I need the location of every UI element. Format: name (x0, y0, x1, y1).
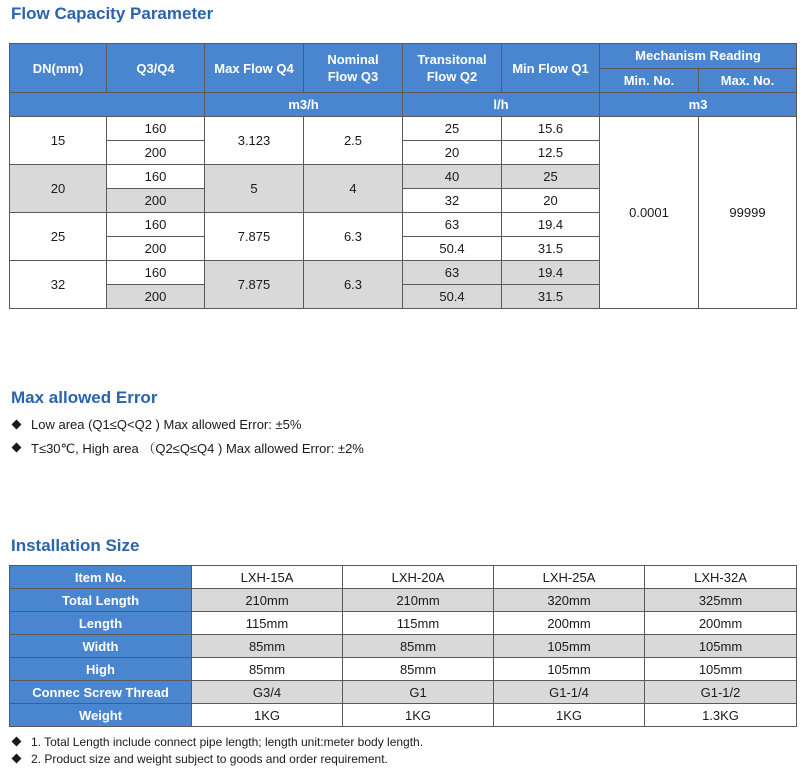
cell-q2: 63 (403, 213, 502, 237)
cell-q4: 7.875 (205, 213, 304, 261)
error-item-text: Low area (Q1≤Q<Q2 ) Max allowed Error: ±5% (31, 417, 302, 432)
cell-q1: 15.6 (502, 117, 600, 141)
table-row (10, 658, 797, 681)
cell-high: 105mm (494, 658, 645, 681)
header-nominal-line1: Nominal (327, 52, 379, 67)
header-max-flow: Max Flow Q4 (205, 44, 304, 93)
cell-item-no: LXH-25A (494, 566, 645, 589)
cell-high: 105mm (645, 658, 797, 681)
cell-width: 105mm (494, 635, 645, 658)
cell-screw-thread: G1-1/2 (645, 681, 797, 704)
cell-q2: 40 (403, 165, 502, 189)
installation-size-table (9, 565, 797, 727)
cell-ratio: 200 (107, 237, 205, 261)
header-min-no: Min. No. (600, 68, 699, 93)
cell-width: 85mm (192, 635, 343, 658)
cell-q1: 19.4 (502, 261, 600, 285)
cell-item-no: LXH-20A (343, 566, 494, 589)
cell-ratio: 200 (107, 189, 205, 213)
list-item (11, 750, 423, 767)
cell-weight: 1KG (494, 704, 645, 727)
cell-q1: 25 (502, 165, 600, 189)
cell-q1: 31.5 (502, 285, 600, 309)
cell-q3: 6.3 (304, 261, 403, 309)
cell-max-no: 99999 (699, 117, 797, 309)
cell-ratio: 160 (107, 117, 205, 141)
diamond-bullet-icon (12, 443, 22, 453)
row-label-screw-thread: Connec Screw Thread (10, 681, 192, 704)
row-label-weight: Weight (10, 704, 192, 727)
row-label-item-no: Item No. (10, 566, 192, 589)
header-q3q4: Q3/Q4 (107, 44, 205, 93)
cell-weight: 1KG (343, 704, 494, 727)
cell-screw-thread: G1 (343, 681, 494, 704)
max-error-list (11, 413, 364, 459)
row-label-high: High (10, 658, 192, 681)
cell-item-no: LXH-15A (192, 566, 343, 589)
table-row (10, 704, 797, 727)
unit-m3: m3 (600, 93, 797, 117)
cell-width: 105mm (645, 635, 797, 658)
cell-item-no: LXH-32A (645, 566, 797, 589)
flow-capacity-title: Flow Capacity Parameter (11, 4, 214, 23)
cell-dn: 32 (10, 261, 107, 309)
cell-total-length: 210mm (192, 589, 343, 612)
cell-q3: 6.3 (304, 213, 403, 261)
header-nominal-line2: Flow Q3 (327, 69, 379, 84)
row-label-width: Width (10, 635, 192, 658)
error-item-text: T≤30℃, High area （Q2≤Q≤Q4 ) Max allowed Error: ±2% (31, 441, 364, 456)
installation-notes (11, 733, 423, 767)
list-item (11, 413, 364, 436)
cell-q1: 12.5 (502, 141, 600, 165)
note-text: 2. Product size and weight subject to goods and order requirement. (31, 751, 388, 766)
cell-length: 115mm (343, 612, 494, 635)
cell-q1: 19.4 (502, 213, 600, 237)
cell-q4: 3.123 (205, 117, 304, 165)
cell-ratio: 160 (107, 165, 205, 189)
diamond-bullet-icon (12, 737, 22, 747)
table-row (10, 117, 797, 141)
cell-q3: 4 (304, 165, 403, 213)
cell-length: 115mm (192, 612, 343, 635)
row-label-length: Length (10, 612, 192, 635)
cell-dn: 25 (10, 213, 107, 261)
cell-ratio: 200 (107, 285, 205, 309)
header-transitional-line1: Transitonal (417, 52, 487, 67)
unit-lh: l/h (403, 93, 600, 117)
unit-m3h: m3/h (205, 93, 403, 117)
table-row (10, 681, 797, 704)
list-item (11, 436, 364, 459)
cell-q2: 25 (403, 117, 502, 141)
cell-q2: 20 (403, 141, 502, 165)
cell-q3: 2.5 (304, 117, 403, 165)
cell-length: 200mm (645, 612, 797, 635)
cell-total-length: 320mm (494, 589, 645, 612)
max-error-title: Max allowed Error (11, 388, 158, 407)
cell-length: 200mm (494, 612, 645, 635)
row-label-total-length: Total Length (10, 589, 192, 612)
header-max-no: Max. No. (699, 68, 797, 93)
cell-q4: 7.875 (205, 261, 304, 309)
list-item (11, 733, 423, 750)
cell-weight: 1KG (192, 704, 343, 727)
cell-high: 85mm (343, 658, 494, 681)
cell-ratio: 200 (107, 141, 205, 165)
cell-total-length: 325mm (645, 589, 797, 612)
cell-screw-thread: G3/4 (192, 681, 343, 704)
cell-width: 85mm (343, 635, 494, 658)
cell-q2: 32 (403, 189, 502, 213)
cell-screw-thread: G1-1/4 (494, 681, 645, 704)
diamond-bullet-icon (12, 754, 22, 764)
cell-q2: 63 (403, 261, 502, 285)
note-text: 1. Total Length include connect pipe length; length unit:meter body length. (31, 734, 424, 749)
cell-total-length: 210mm (343, 589, 494, 612)
flow-capacity-table (9, 43, 797, 309)
cell-ratio: 160 (107, 213, 205, 237)
cell-q1: 31.5 (502, 237, 600, 261)
table-row (10, 635, 797, 658)
header-mechanism-reading: Mechanism Reading (600, 44, 797, 69)
header-transitional-flow (403, 44, 502, 93)
header-transitional-line2: Flow Q2 (426, 69, 478, 84)
cell-q2: 50.4 (403, 237, 502, 261)
cell-q1: 20 (502, 189, 600, 213)
unit-blank (10, 93, 205, 117)
table-row (10, 612, 797, 635)
header-dn: DN(mm) (10, 44, 107, 93)
header-nominal-flow (304, 44, 403, 93)
cell-ratio: 160 (107, 261, 205, 285)
cell-min-no: 0.0001 (600, 117, 699, 309)
diamond-bullet-icon (12, 420, 22, 430)
table-row (10, 566, 797, 589)
header-min-flow: Min Flow Q1 (502, 44, 600, 93)
table-row (10, 589, 797, 612)
installation-size-title: Installation Size (11, 536, 140, 555)
cell-q2: 50.4 (403, 285, 502, 309)
cell-dn: 15 (10, 117, 107, 165)
cell-weight: 1.3KG (645, 704, 797, 727)
cell-q4: 5 (205, 165, 304, 213)
cell-high: 85mm (192, 658, 343, 681)
cell-dn: 20 (10, 165, 107, 213)
